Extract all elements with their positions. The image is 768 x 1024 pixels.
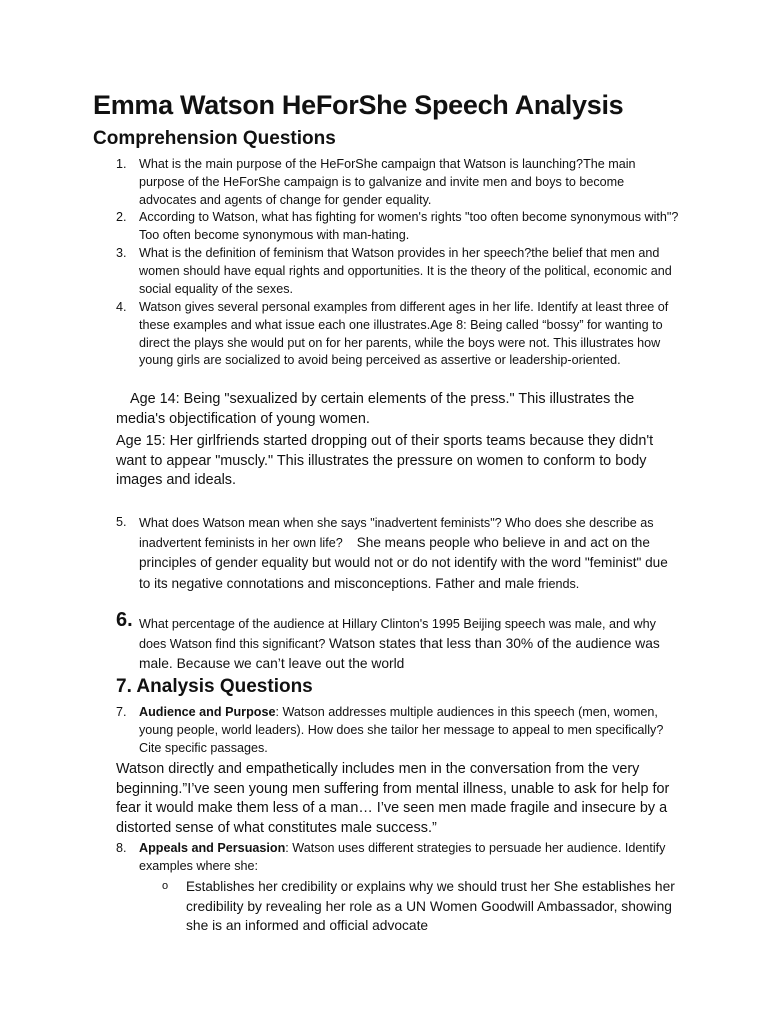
question-text: What does Watson mean when she says "inadvertent feminists"? Who does she describe as inadvertent feminists in her own life?: [139, 516, 654, 551]
question-2: [116, 209, 679, 245]
answer-tail: friends.: [538, 576, 580, 591]
question-number: 1.: [116, 157, 127, 171]
question-number: 7.: [116, 705, 127, 719]
answer-text: She means people who believe in and act on the principles of gender equality but would not or do not identify with the word "feminist" due to its negative connotations and misconceptions. Father and male: [139, 535, 668, 591]
answer-7: Watson directly and empathetically includes men in the conversation from the very beginning.”I’ve seen young men suffering from mental illness, unable to ask for help for fear it would make them less of a man… I’ve seen men made fragile and insecure by a distorted sense of what constitutes male success.”: [116, 761, 670, 836]
answer-text: Too often become synonymous with man-hating.: [139, 227, 410, 242]
bullet-icon: o: [162, 880, 169, 892]
question-7: [116, 704, 679, 757]
question-text: According to Watson, what has fighting for women's rights "too often become synonymous with"?: [139, 210, 679, 224]
question-number: 3.: [116, 246, 127, 260]
question-label: Appeals and Persuasion: [139, 841, 286, 855]
question-5: [116, 514, 679, 594]
question-text: What percentage of the audience at Hillary Clinton's 1995 Beijing speech was male, and why does Watson find this significant?: [139, 617, 656, 651]
question-text: : Watson uses different strategies to persuade her audience. Identify examples where she:: [139, 841, 666, 873]
question-number: 2.: [116, 210, 127, 224]
question-text: What is the main purpose of the HeForShe campaign that Watson is launching?: [139, 157, 584, 171]
question-6: [139, 614, 679, 674]
comprehension-heading: Comprehension Questions: [93, 128, 336, 149]
answer-text: Watson states that less than 30% of the audience was male. Because we can’t leave out the world: [139, 636, 660, 671]
question-number: 8.: [116, 841, 127, 855]
answer-text: The main purpose of the HeForShe campaign is to galvanize and invite men and boys to become advocates and agents of change for gender equality.: [139, 157, 636, 207]
question-text: Watson gives several personal examples from different ages in her life. Identify at least three of these examples and what issue each one illustrates.: [139, 300, 669, 332]
question-8a: [162, 877, 676, 936]
question-number: 4.: [116, 300, 127, 314]
answer-age-15: Age 15: Her girlfriends started dropping out of their sports teams because they didn't want to appear "muscly." This illustrates the pressure on women to conform to body images and ideals.: [116, 433, 654, 488]
answer-text: Age 8: Being called “bossy” for wanting to direct the plays she would put on for her parents, while the boys were not. This illustrates how young girls are socialized to avoid being perceived as assertive or leadership-oriented.: [139, 317, 663, 368]
question-text: What is the definition of feminism that Watson provides in her speech?: [139, 246, 532, 260]
answer-text: the belief that men and women should have equal rights and opportunities. It is the theory of the political, economic and social equality of the sexes.: [139, 246, 672, 296]
question-text: Establishes her credibility or explains why we should trust her: [186, 879, 554, 894]
question-8: [116, 840, 679, 876]
document-title: Emma Watson HeForShe Speech Analysis: [93, 90, 624, 120]
question-3: [116, 245, 679, 298]
answer-text: She establishes her credibility by revealing her role as a UN Women Goodwill Ambassador, showing she is an informed and official advocate: [186, 879, 675, 933]
question-1: [116, 156, 679, 209]
question-label: Audience and Purpose: [139, 705, 276, 719]
analysis-heading: 7. Analysis Questions: [116, 676, 313, 697]
question-number: 5.: [116, 515, 127, 529]
question-number-6: 6.: [116, 609, 133, 631]
question-text: : Watson addresses multiple audiences in this speech (men, women, young people, world leaders). How does she tailor her message to appeal to men specifically? Cite specific passages.: [139, 705, 664, 755]
answer-age-14: Age 14: Being "sexualized by certain elements of the press." This illustrates the media's objectification of young women.: [116, 391, 635, 427]
question-4: [116, 299, 679, 370]
